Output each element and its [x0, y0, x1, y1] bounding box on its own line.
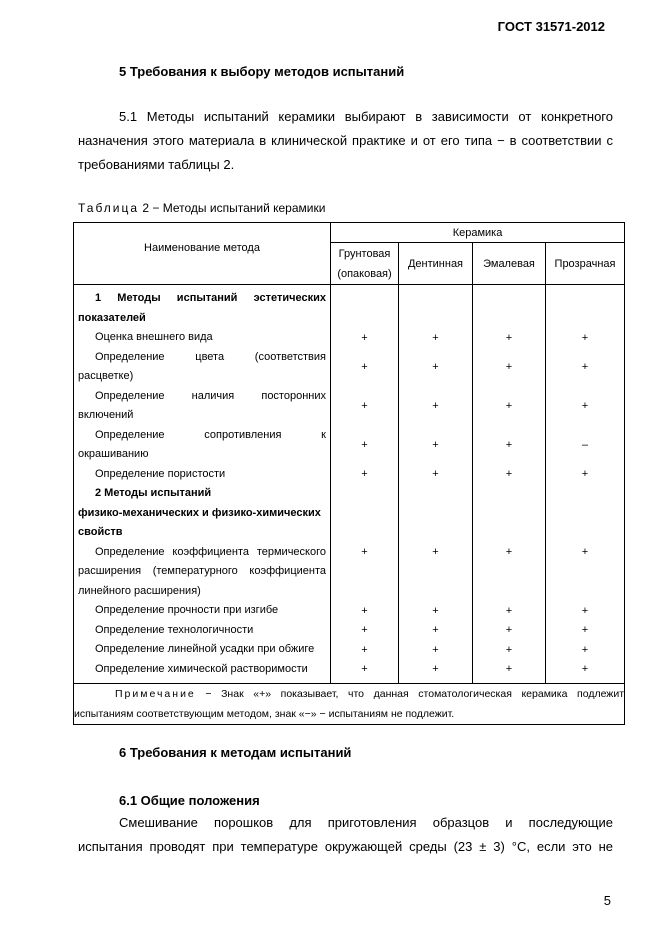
mark-spacer: [331, 289, 398, 309]
paragraph-line: назначения этого материала в клинической практике и от его типа − в соответствии с: [78, 133, 613, 148]
mark-cell: [399, 543, 472, 563]
mark-cell: [399, 328, 472, 348]
mark-column-list: [546, 285, 624, 683]
mark-r1: +: [505, 331, 513, 344]
mark-r1: +: [361, 331, 368, 344]
mark-r8: +: [361, 624, 368, 637]
mark-r3: +: [581, 400, 589, 412]
mark-r6: +: [581, 546, 589, 559]
method-row-2-line-2: расцветке): [78, 370, 134, 382]
mark-cell: [473, 640, 545, 660]
mark-r9: +: [581, 643, 589, 656]
mark-spacer: [399, 289, 472, 309]
mark-spacer: [473, 309, 545, 329]
method-row-8: Определение технологичности: [95, 623, 254, 636]
mark-cell: [546, 660, 624, 680]
header-transparent: [546, 243, 625, 285]
paragraph-line: требованиями таблицы 2.: [78, 157, 235, 172]
mark-r4: +: [432, 439, 439, 451]
mark-cell: [331, 328, 398, 348]
mark-cell: [546, 601, 624, 621]
header-ceramics-label: Керамика: [452, 226, 503, 239]
mark-r10: +: [361, 663, 368, 676]
table-caption-text: 2 − Методы испытаний керамики: [139, 201, 326, 215]
mark-r4: +: [361, 439, 368, 451]
mark-spacer: [473, 562, 545, 582]
mark-cell: [473, 660, 545, 680]
group-1-heading-line-2: показателей: [78, 311, 146, 324]
mark-cell: [399, 621, 472, 641]
section-6-1-paragraph: [78, 811, 613, 859]
methods-list: [74, 289, 330, 679]
mark-r6: +: [361, 546, 368, 559]
table-note: [74, 684, 625, 725]
mark-cell: [399, 387, 472, 426]
mark-r2: +: [581, 361, 589, 373]
mark-r5: +: [432, 468, 439, 481]
mark-r2: +: [361, 361, 368, 373]
mark-cell: [546, 640, 624, 660]
table-caption-word: Таблица: [78, 201, 140, 215]
mark-spacer: [331, 523, 398, 543]
mark-column-list: [331, 285, 398, 683]
mark-r3: +: [505, 400, 513, 412]
header-method-name: [74, 223, 331, 285]
header-enamel: [473, 243, 546, 285]
method-row-3-line-1: Определение наличия посторонних: [95, 389, 326, 402]
mark-spacer: [331, 562, 398, 582]
mark-r9: +: [361, 643, 368, 656]
section-6-heading: 6 Требования к методам испытаний: [119, 745, 352, 760]
mark-r8: +: [581, 624, 589, 637]
mark-cell: [546, 426, 624, 465]
section-5-1-paragraph: [78, 105, 613, 177]
mark-column-list: [473, 285, 545, 683]
mark-cell: [473, 426, 545, 465]
method-row-9: Определение линейной усадки при обжиге: [95, 643, 315, 655]
mark-spacer: [331, 484, 398, 504]
mark-r3: +: [432, 400, 439, 412]
table-caption: [78, 201, 325, 215]
method-row-6-line-3: линейного расширения): [78, 584, 201, 597]
mark-spacer: [473, 289, 545, 309]
mark-cell: [331, 426, 398, 465]
mark-cell: [546, 543, 624, 563]
header-enamel-label: Эмалевая: [483, 257, 535, 270]
mark-spacer: [399, 582, 472, 602]
transparent-column: [546, 285, 625, 684]
mark-cell: [546, 465, 624, 485]
mark-spacer: [473, 484, 545, 504]
mark-r5: +: [505, 468, 513, 481]
method-row-2-line-1: Определение цвета (соответствия: [95, 350, 326, 363]
mark-r10: +: [505, 663, 513, 676]
method-row-7: Определение прочности при изгибе: [95, 604, 279, 616]
mark-r9: +: [505, 643, 513, 656]
mark-cell: [473, 387, 545, 426]
document-code: ГОСТ 31571-2012: [497, 19, 605, 34]
mark-r7: +: [505, 604, 513, 617]
method-row-4-line-1: Определение сопротивления к: [95, 428, 326, 441]
method-row-1: Оценка внешнего вида: [95, 331, 213, 343]
note-line-2: испытаниям соответствующим методом, знак «−» − испытаниям не подлежит.: [74, 708, 455, 720]
mark-spacer: [473, 504, 545, 524]
mark-r5: +: [581, 468, 589, 481]
method-row-4-line-2: окрашиванию: [78, 448, 149, 460]
mark-cell: [473, 348, 545, 387]
method-row-5: Определение пористости: [95, 467, 226, 480]
note-word: Примечание: [115, 688, 196, 700]
mark-cell: [331, 465, 398, 485]
ground-column: [331, 285, 399, 684]
mark-cell: [399, 348, 472, 387]
mark-spacer: [473, 523, 545, 543]
mark-r10: +: [432, 663, 439, 676]
mark-spacer: [546, 582, 624, 602]
mark-spacer: [546, 523, 624, 543]
page-number: 5: [603, 893, 611, 908]
mark-cell: [399, 465, 472, 485]
mark-cell: [473, 601, 545, 621]
mark-spacer: [399, 484, 472, 504]
mark-r2: +: [505, 361, 513, 373]
mark-spacer: [546, 309, 624, 329]
header-dentin-label: Дентинная: [407, 257, 464, 270]
mark-cell: [331, 640, 398, 660]
mark-cell: [546, 621, 624, 641]
header-transparent-label: Прозрачная: [554, 257, 616, 270]
paragraph-line: 5.1 Методы испытаний керамики выбирают в зависимости от конкретного: [119, 109, 613, 124]
group-2-heading-line-2: физико-механических и физико-химических: [78, 506, 321, 519]
mark-cell: [473, 621, 545, 641]
mark-column-list: [399, 285, 472, 683]
mark-cell: [473, 328, 545, 348]
header-ceramics-group: [331, 223, 625, 243]
mark-spacer: [473, 582, 545, 602]
mark-r6: +: [432, 546, 439, 559]
note-text-1: − Знак «+» показывает, что данная стоматологическая керамика подлежит: [195, 688, 625, 700]
mark-r10: +: [581, 663, 589, 676]
paragraph-line: Смешивание порошков для приготовления образцов и последующие: [119, 815, 613, 830]
mark-cell: [399, 640, 472, 660]
mark-spacer: [399, 562, 472, 582]
mark-cell: [473, 543, 545, 563]
section-6-1-heading: 6.1 Общие положения: [119, 793, 260, 808]
enamel-column: [473, 285, 546, 684]
methods-table: [73, 222, 625, 725]
mark-cell: [399, 426, 472, 465]
mark-r4: –: [581, 439, 589, 451]
mark-cell: [546, 328, 624, 348]
mark-cell: [331, 601, 398, 621]
mark-cell: [331, 387, 398, 426]
mark-cell: [331, 660, 398, 680]
dentin-column: [399, 285, 473, 684]
header-dentin: [399, 243, 473, 285]
mark-spacer: [331, 504, 398, 524]
mark-cell: [399, 601, 472, 621]
mark-r7: +: [432, 604, 439, 617]
mark-r1: +: [432, 331, 439, 344]
section-5-heading: 5 Требования к выбору методов испытаний: [119, 64, 405, 79]
header-ground-label-1: Грунтовая: [338, 247, 391, 260]
mark-spacer: [546, 484, 624, 504]
mark-r1: +: [581, 331, 589, 344]
mark-r2: +: [432, 361, 439, 373]
method-row-10: Определение химической растворимости: [95, 662, 308, 675]
method-row-6-line-2: расширения (температурного коэффициента: [78, 565, 326, 577]
mark-cell: [331, 543, 398, 563]
mark-r8: +: [505, 624, 513, 637]
method-row-3-line-2: включений: [78, 409, 134, 421]
method-row-6-line-1: Определение коэффициента термического: [95, 545, 326, 558]
mark-r4: +: [505, 439, 513, 451]
header-ground: [331, 243, 399, 285]
group-2-heading-line-1: 2 Методы испытаний: [95, 487, 212, 499]
mark-spacer: [399, 309, 472, 329]
mark-spacer: [331, 309, 398, 329]
mark-cell: [546, 387, 624, 426]
header-method-label: Наименование метода: [144, 242, 260, 254]
mark-r6: +: [505, 546, 513, 559]
mark-cell: [399, 660, 472, 680]
mark-r9: +: [432, 643, 439, 656]
paragraph-line: испытания проводят при температуре окружающей среды (23 ± 3) °С, если это не: [78, 839, 613, 854]
mark-r8: +: [432, 624, 439, 637]
note-line-1: [74, 684, 624, 704]
mark-spacer: [546, 504, 624, 524]
header-ground-label-2: (опаковая): [337, 267, 392, 280]
mark-r3: +: [361, 400, 368, 412]
mark-cell: [331, 621, 398, 641]
mark-spacer: [546, 562, 624, 582]
mark-r7: +: [361, 604, 368, 617]
group-1-heading-line-1: 1 Методы испытаний эстетических: [95, 292, 326, 304]
mark-spacer: [399, 523, 472, 543]
group-2-heading-line-3: свойств: [78, 526, 123, 538]
mark-cell: [546, 348, 624, 387]
mark-r7: +: [581, 604, 589, 617]
mark-spacer: [399, 504, 472, 524]
mark-r5: +: [361, 468, 368, 481]
mark-cell: [473, 465, 545, 485]
mark-cell: [331, 348, 398, 387]
mark-spacer: [331, 582, 398, 602]
mark-spacer: [546, 289, 624, 309]
methods-column: [74, 285, 331, 684]
